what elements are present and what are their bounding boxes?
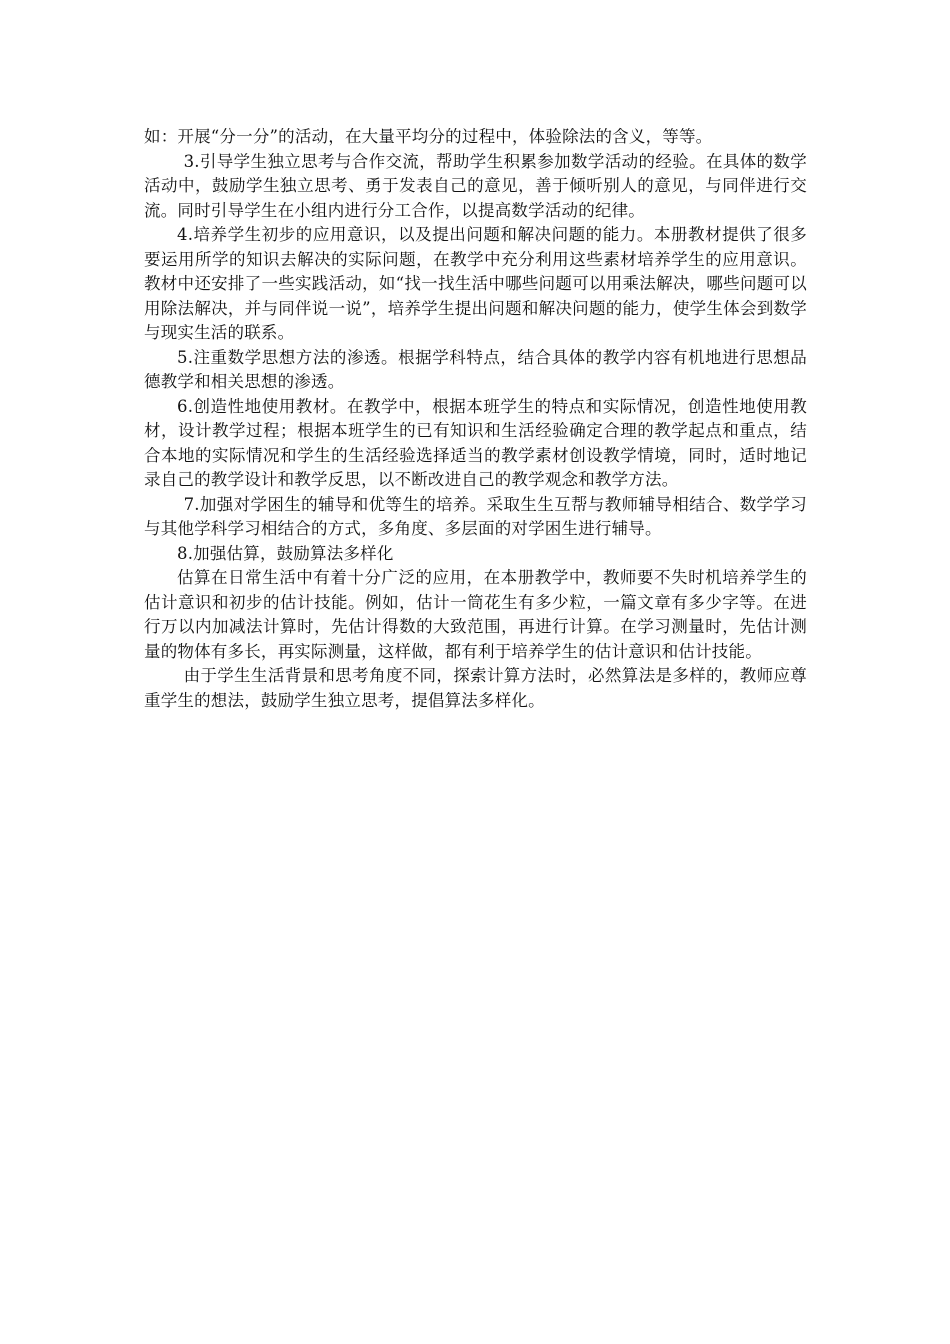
paragraph-item-8-heading: 8.加强估算，鼓励算法多样化 [177, 543, 394, 563]
paragraph-estimation: 估算在日常生活中有着十分广泛的应用，在本册教学中，教师要不失时机培养学生的估计意识和初步的估计技能。例如，估计一筒花生有多少粒，一篇文章有多少字等。在进行万以内加减法计算时，先估计得数的大致范围，再进行计算。在学习测量时，先估计测量的物体有多长，再实际测量，这样做，都有利于培养学生的估计意识和估计技能。 [144, 568, 807, 661]
paragraph-item-7: 7.加强对学困生的辅导和优等生的培养。采取生生互帮与教师辅导相结合、数学学习与其他学科学习相结合的方式，多角度、多层面的对学困生进行辅导。 [144, 494, 807, 538]
paragraph-continuation: 如：开展“分一分”的活动，在大量平均分的过程中，体验除法的含义，等等。 [144, 127, 713, 146]
paragraph-item-4: 4.培养学生初步的应用意识，以及提出问题和解决问题的能力。本册教材提供了很多要运用所学的知识去解决的实际问题，在教学中充分利用这些素材培养学生的应用意识。教材中还安排了一些实践活动，如“找一找生活中哪些问题可以用乘法解决，哪些问题可以用除法解决，并与同伴说一说”，培养学生提出问题和解决问题的能力，使学生体会到数学与现实生活的联系。 [144, 225, 807, 342]
document-body [144, 125, 807, 713]
paragraph-item-5: 5.注重数学思想方法的渗透。根据学科特点，结合具体的教学内容有机地进行思想品德教学和相关思想的渗透。 [144, 347, 807, 391]
paragraph-algorithm-diversity: 由于学生生活背景和思考角度不同，探索计算方法时，必然算法是多样的，教师应尊重学生的想法，鼓励学生独立思考，提倡算法多样化。 [144, 666, 807, 710]
paragraph-item-3: 3.引导学生独立思考与合作交流，帮助学生积累参加数学活动的经验。在具体的数学活动中，鼓励学生独立思考、勇于发表自己的意见，善于倾听别人的意见，与同伴进行交流。同时引导学生在小组内进行分工合作，以提高数学活动的纪律。 [144, 151, 807, 220]
paragraph-item-6: 6.创造性地使用教材。在教学中，根据本班学生的特点和实际情况，创造性地使用教材，设计教学过程；根据本班学生的已有知识和生活经验确定合理的教学起点和重点，结合本地的实际情况和学生的生活经验选择适当的教学素材创设教学情境，同时，适时地记录自己的教学设计和教学反思，以不断改进自己的教学观念和教学方法。 [144, 396, 807, 489]
